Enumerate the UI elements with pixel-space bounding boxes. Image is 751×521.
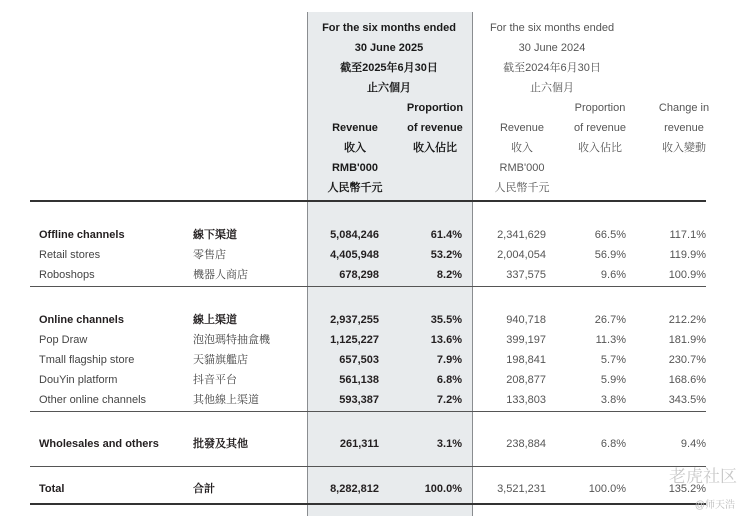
prev-revenue-value: 2,004,054 [497,249,546,261]
row-label-zh: 批發及其他 [193,438,248,450]
row-label-zh: 線下渠道 [193,229,237,241]
change-value: 168.6% [668,374,706,386]
prev-proportion-value: 5.7% [600,354,626,366]
row-label-en: Retail stores [39,249,101,261]
header-rule [30,200,706,202]
prior-period-header: For the six months ended 30 June 2024 截至2024年6月30日 止六個月 [489,22,615,94]
revenue-value: 561,138 [339,374,379,386]
prev-revenue-value: 399,197 [506,334,546,346]
prev-revenue-value: 337,575 [506,269,546,281]
row-label-en: DouYin platform [39,374,118,386]
revenue-value: 678,298 [339,269,379,281]
revenue-value: 593,387 [339,394,379,406]
prev-revenue-value: 133,803 [506,394,546,406]
prev-proportion-value: 66.5% [594,229,626,241]
prev-proportion-value: 9.6% [600,269,626,281]
total-rule [30,503,706,505]
proportion-value: 53.2% [430,249,462,261]
row-label-zh: 泡泡瑪特抽盒機 [193,334,270,346]
table-row [0,265,751,285]
proportion-value: 35.5% [430,314,462,326]
change-value: 117.1% [669,229,706,241]
table-row [0,434,751,454]
watermark-handle: @师天浩 [694,500,735,511]
table-row [0,370,751,390]
row-label-zh: 抖音平台 [193,374,237,386]
row-label-zh: 其他線上渠道 [193,394,259,406]
prev-proportion-value: 6.8% [600,438,626,450]
prev-proportion-value: 100.0% [588,483,626,495]
proportion-value: 7.9% [436,354,462,366]
table-row [0,479,751,499]
table-row [0,245,751,265]
row-label-en: Tmall flagship store [39,354,135,366]
change-value: 100.9% [668,269,706,281]
row-label-en: Total [39,483,65,495]
revenue-column-header: Revenue 收入 RMB'000 人民幣千元 [327,122,383,194]
row-label-en: Online channels [39,314,124,326]
change-value: 181.9% [668,334,706,346]
change-value: 135.2% [668,483,706,495]
change-value: 230.7% [668,354,706,366]
revenue-value: 8,282,812 [330,483,379,495]
prev-revenue-value: 3,521,231 [497,483,546,495]
table-row [0,225,751,245]
prev-revenue-value: 208,877 [506,374,546,386]
change-value: 9.4% [680,438,706,450]
row-label-en: Wholesales and others [39,438,159,450]
proportion-value: 6.8% [436,374,462,386]
change-value: 119.9% [669,249,706,261]
proportion-value: 8.2% [436,269,462,281]
row-label-en: Pop Draw [39,334,88,346]
prev-revenue-column-header: Revenue 收入 RMB'000 人民幣千元 [494,122,550,194]
proportion-value: 3.1% [436,438,462,450]
revenue-value: 2,937,255 [330,314,379,326]
prev-proportion-column-header: Proportion of revenue 收入佔比 [574,102,626,154]
proportion-value: 100.0% [424,483,462,495]
prev-proportion-value: 3.8% [600,394,626,406]
row-label-zh: 線上渠道 [193,314,237,326]
current-period-header: For the six months ended 30 June 2025 截至2025年6月30日 止六個月 [322,22,456,94]
prev-proportion-value: 5.9% [600,374,626,386]
section-rule-offline [30,286,706,287]
section-rule-online [30,411,706,412]
table-row [0,330,751,350]
revenue-value: 261,311 [339,438,379,450]
proportion-value: 7.2% [436,394,462,406]
prev-proportion-value: 11.3% [595,334,626,346]
change-value: 343.5% [668,394,706,406]
row-label-zh: 天貓旗艦店 [193,354,248,366]
prev-revenue-value: 2,341,629 [497,229,546,241]
proportion-column-header: Proportion of revenue 收入佔比 [406,102,464,154]
prev-revenue-value: 238,884 [506,438,546,450]
row-label-en: Roboshops [39,269,95,281]
proportion-value: 13.6% [430,334,462,346]
change-value: 212.2% [668,314,706,326]
revenue-value: 657,503 [339,354,379,366]
revenue-value: 4,405,948 [330,249,379,261]
watermark-text: 老虎社区 [669,467,737,486]
change-column-header: Change in revenue 收入變動 [658,102,710,154]
row-label-zh: 零售店 [193,249,226,261]
table-row [0,390,751,410]
proportion-value: 61.4% [430,229,462,241]
prev-revenue-value: 198,841 [506,354,546,366]
table-row [0,310,751,330]
row-label-en: Other online channels [39,394,147,406]
revenue-value: 5,084,246 [330,229,379,241]
table-row [0,350,751,370]
row-label-zh: 機器人商店 [193,269,248,281]
prev-proportion-value: 56.9% [594,249,626,261]
revenue-value: 1,125,227 [330,334,379,346]
prev-revenue-value: 940,718 [506,314,546,326]
row-label-en: Offline channels [39,229,125,241]
section-rule-wholesale [30,466,706,467]
row-label-zh: 合計 [193,483,215,495]
prev-proportion-value: 26.7% [594,314,626,326]
